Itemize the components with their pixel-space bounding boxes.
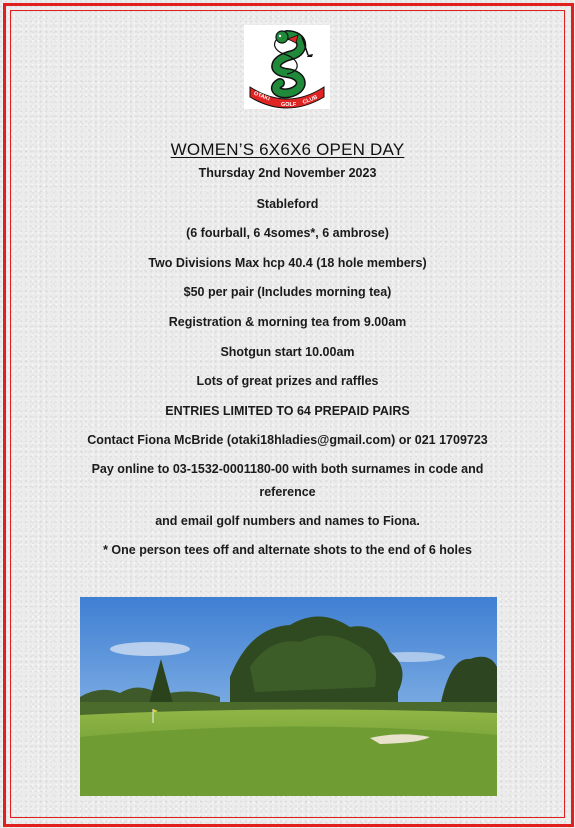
logo-banner-right: CLUB bbox=[302, 94, 319, 106]
event-email-instruction: and email golf numbers and names to Fiona. bbox=[155, 514, 420, 528]
golf-course-photo bbox=[80, 597, 497, 796]
event-prizes: Lots of great prizes and raffles bbox=[196, 374, 379, 388]
event-date: Thursday 2nd November 2023 bbox=[198, 166, 377, 180]
event-footnote: * One person tees off and alternate shots to the end of 6 holes bbox=[103, 543, 472, 557]
golf-course-photo-icon bbox=[80, 597, 497, 796]
logo-banner-center: GOLF bbox=[281, 102, 297, 108]
event-price: $50 per pair (Includes morning tea) bbox=[183, 285, 392, 299]
event-payment: Pay online to 03-1532-0001180-00 with both surnames in code and bbox=[91, 462, 484, 476]
event-start: Shotgun start 10.00am bbox=[220, 345, 355, 359]
logo-banner-left: OTAKI bbox=[252, 90, 271, 103]
event-registration: Registration & morning tea from 9.00am bbox=[168, 315, 407, 329]
event-format: Stableford bbox=[256, 197, 319, 211]
event-divisions: Two Divisions Max hcp 40.4 (18 hole members) bbox=[148, 256, 427, 270]
event-rounds: (6 fourball, 6 4somes*, 6 ambrose) bbox=[186, 226, 389, 240]
event-payment-cont: reference bbox=[259, 485, 316, 499]
event-entries-limit: ENTRIES LIMITED TO 64 PREPAID PAIRS bbox=[165, 404, 410, 418]
event-contact: Contact Fiona McBride (otaki18hladies@gmail.com) or 021 1709723 bbox=[87, 433, 488, 447]
club-logo bbox=[244, 25, 330, 109]
otaki-golf-club-crest-icon bbox=[244, 25, 330, 109]
event-title: WOMEN’S 6X6X6 OPEN DAY bbox=[170, 140, 405, 159]
